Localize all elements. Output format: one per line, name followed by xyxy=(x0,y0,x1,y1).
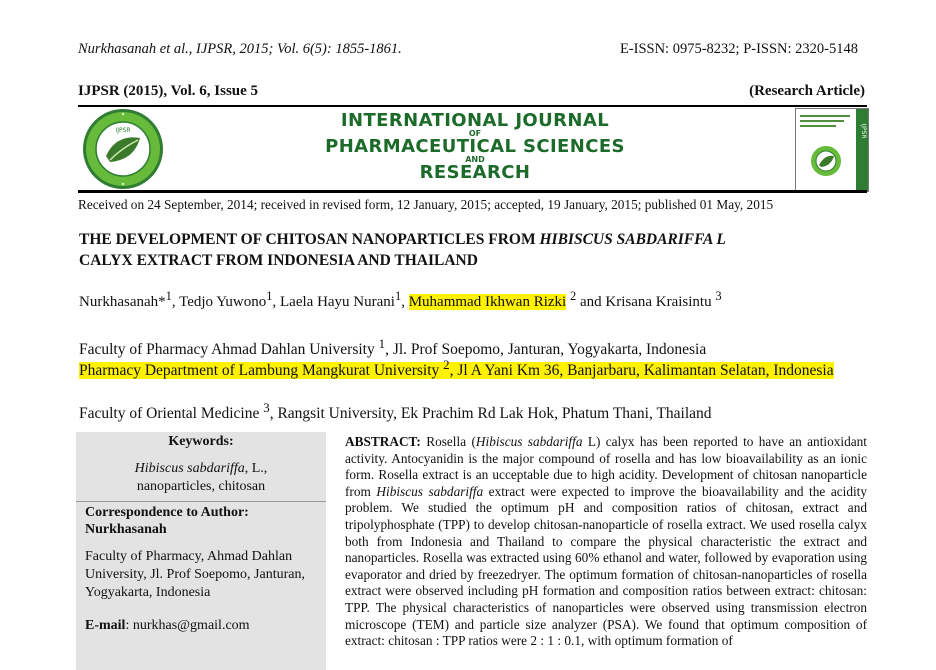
journal-title-and: AND xyxy=(465,155,485,164)
correspondence-heading: Correspondence to Author: Nurkhasanah xyxy=(85,505,249,537)
citation-line: Nurkhasanah et al., IJPSR, 2015; Vol. 6(5): 1855-1861. xyxy=(78,41,402,57)
affiliation-2: Pharmacy Department of Lambung Mangkurat University $^2$, Jl A Yani Km 36, Banjarbaru, Kalimantan Selatan, Indonesia xyxy=(79,357,834,380)
publication-dates: Received on 24 September, 2014; received in revised form, 12 January, 2015; accepted, 19 January, 2015; published 01 May, 2015 xyxy=(78,197,774,212)
author-3: , Laela Hayu Nurani xyxy=(272,294,395,310)
abstract-label: ABSTRACT: xyxy=(345,434,421,449)
banner-top-rule xyxy=(78,105,867,107)
sidebar-divider xyxy=(76,501,326,502)
abstract-text: ABSTRACT: Rosella (Hibiscus sabdariffa L) calyx has been reported to have an antioxidant activity. Antocyanidin is the major compound of rosella and has low bioavailability as an ionic form. Rosella extract is an ucceptable due to high acidity. Development of chitosan nanoparticle from Hibiscus sabdariffa extract were expected to improve the bioavailability and the acidity problem. We studied the optimum pH and composition ratios of chitosan, extract and tripolyphosphate (TPP) to develop chitosan-nanoparticle of rosella extract. We used rosella calyx both from Indonesia and Thailand to compare the physical characteristic the extract and nanoparticles. Rosella was extracted using 60% ethanol and water, followed by evaporation using evaporator and dried by freezedryer. The optimum formation of chitosan-nanoparticles of rosella extract were observed including pH formation and composition ratios between extract: chitosan: TPP. The physical characteristics of nanoparticles were observed using transmission electron microscope (TEM) and particle size analyzer (PSA). We found that optimum composition of extract: chitosan : TPP ratios were 2 : 1 : 0.1, with optimum formation of xyxy=(345,434,868,649)
svg-text:IJPSR: IJPSR xyxy=(860,123,867,139)
author-1: Nurkhasanah* xyxy=(79,294,166,310)
affiliation-1: Faculty of Pharmacy Ahmad Dahlan University $^1$, Jl. Prof Soepomo, Janturan, Yogyakarta, Indonesia xyxy=(79,336,707,359)
author-list: Nurkhasanah*$^1$, Tedjo Yuwono$^1$, Laela Hayu Nurani$^1$, Muhammad Ikhwan Rizki $^2$ and Krisana Kraisintu $^3$ xyxy=(79,289,722,310)
correspondence-email: E-mail: nurkhas@gmail.com xyxy=(85,618,250,633)
journal-seal-logo xyxy=(82,108,164,190)
journal-volume-info: IJPSR (2015), Vol. 6, Issue 5 xyxy=(78,83,259,99)
journal-cover-thumbnail xyxy=(795,108,869,192)
paper-title-species: HIBISCUS SABDARIFFA L xyxy=(539,231,726,248)
affiliation-3: Faculty of Oriental Medicine $^3$, Rangsit University, Ek Prachim Rd Lak Hok, Phatum Thani, Thailand xyxy=(79,400,712,423)
article-type: (Research Article) xyxy=(749,83,865,99)
correspondence-address: Faculty of Pharmacy, Ahmad Dahlan University, Jl. Prof Soepomo, Janturan, Yogyakarta, Indonesia xyxy=(85,549,305,600)
keywords-heading: Keywords: xyxy=(168,434,234,449)
author-5: and Krisana Kraisintu xyxy=(576,294,712,310)
banner-bottom-rule xyxy=(78,190,867,193)
journal-title-of: OF xyxy=(468,129,482,138)
keywords-list: Hibiscus sabdariffa, L., nanoparticles, chitosan xyxy=(134,461,268,494)
correspondence-name: Nurkhasanah xyxy=(85,522,167,537)
keywords-sidebar xyxy=(76,432,326,670)
journal-title xyxy=(240,112,710,182)
journal-title-line3: RESEARCH xyxy=(419,162,531,183)
paper-title: THE DEVELOPMENT OF CHITOSAN NANOPARTICLES FROM HIBISCUS SABDARIFFA L CALYX EXTRACT FROM INDONESIA AND THAILAND xyxy=(79,231,726,269)
issn-line: E-ISSN: 0975-8232; P-ISSN: 2320-5148 xyxy=(619,41,858,57)
author-2: , Tedjo Yuwono xyxy=(171,294,267,310)
journal-title-line2: PHARMACEUTICAL SCIENCES xyxy=(325,136,625,157)
journal-title-line1: INTERNATIONAL JOURNAL xyxy=(340,110,610,131)
svg-text:IJPSR: IJPSR xyxy=(115,127,131,134)
author-4-highlighted: Muhammad Ikhwan Rizki xyxy=(408,294,567,310)
